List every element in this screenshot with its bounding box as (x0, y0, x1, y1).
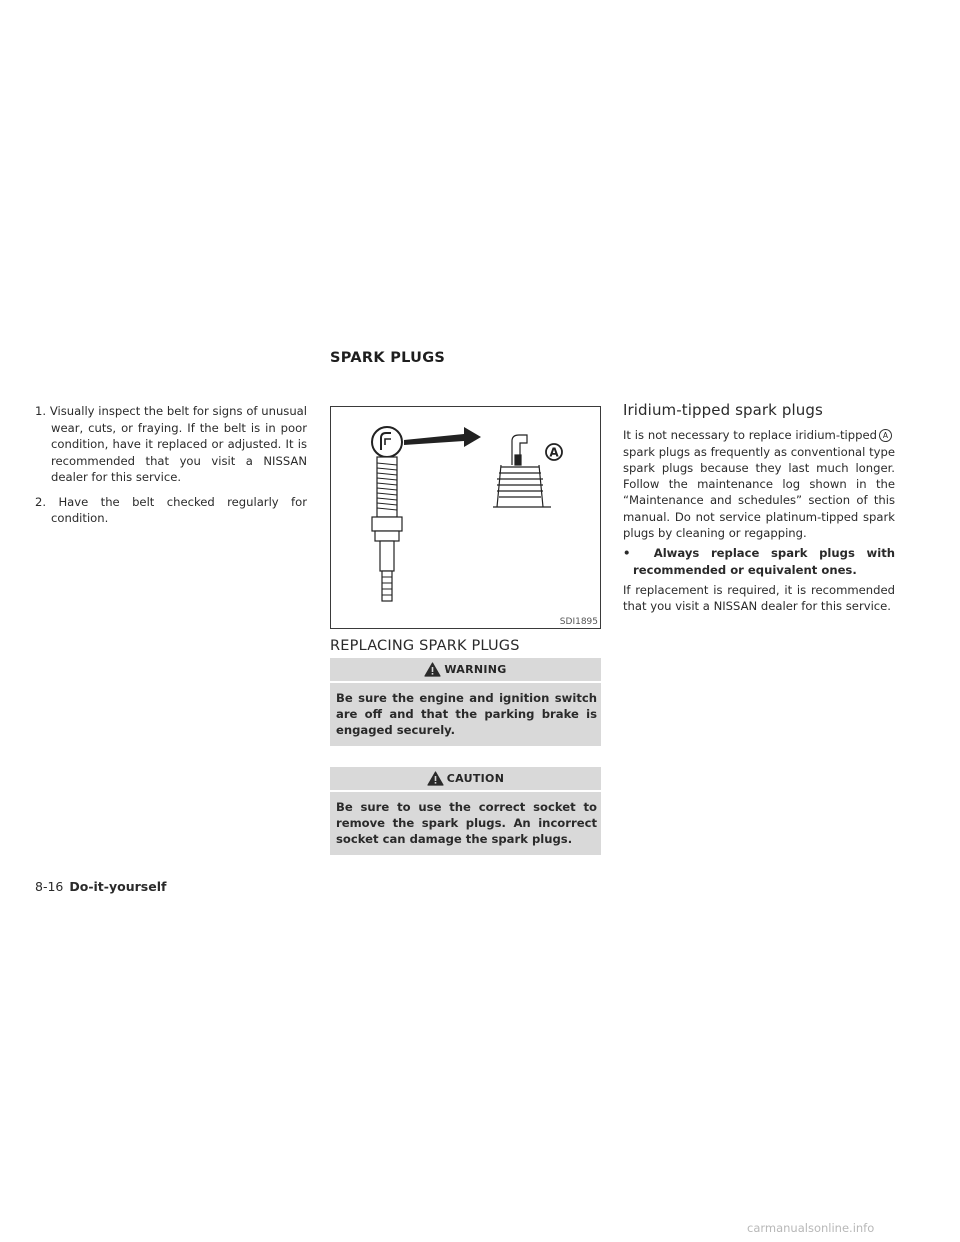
replacing-heading: REPLACING SPARK PLUGS (330, 638, 520, 654)
figure-code: SDI1895 (559, 617, 598, 627)
marker-a-icon: A (879, 429, 892, 442)
warning-header (330, 658, 601, 681)
caution-triangle-icon (427, 771, 444, 786)
left-column (35, 403, 307, 535)
page-footer (35, 879, 166, 894)
caution-box (330, 767, 601, 855)
inspection-list (35, 403, 307, 527)
right-column (623, 402, 895, 619)
replacement-paragraph: If replacement is required, it is recommended that you visit a NISSAN dealer for this service. (623, 582, 895, 614)
watermark: carmanualsonline.info (747, 1221, 875, 1235)
page-number: 8-16 (35, 879, 64, 894)
section-title: SPARK PLUGS (330, 350, 446, 366)
bullet-item: • Always replace spark plugs with recommended or equivalent ones. (623, 546, 895, 577)
caution-title: CAUTION (446, 772, 505, 785)
spark-plug-figure (330, 406, 601, 629)
warning-triangle-icon (424, 662, 441, 677)
iridium-paragraph: It is not necessary to replace iridium-tipped Aspark plugs as frequently as conventional type spark plugs because they last much longer. Follow the maintenance log shown in the “Maintenance and schedules” section of this manual. Do not service platinum-tipped spark plugs by cleaning or regapping. (623, 428, 895, 541)
iridium-heading: Iridium-tipped spark plugs (623, 401, 823, 419)
warning-title: WARNING (444, 663, 507, 676)
warning-text: Be sure the engine and ignition switch are off and that the parking brake is engaged securely. (330, 681, 601, 746)
figure-label-a: A (549, 445, 559, 460)
footer-section: Do-it-yourself (69, 879, 167, 894)
middle-column (330, 406, 601, 855)
list-item: 2. Have the belt checked regularly for condition. (35, 494, 307, 525)
caution-text: Be sure to use the correct socket to remove the spark plugs. An incorrect socket can damage the spark plugs. (330, 790, 601, 855)
caution-header (330, 767, 601, 790)
warning-box (330, 658, 601, 746)
list-item: 1. Visually inspect the belt for signs of unusual wear, cuts, or fraying. If the belt is in poor condition, have it replaced or adjusted. It is recommended that you visit a NISSAN dealer for this service. (35, 404, 308, 484)
spark-plug-illustration (331, 407, 600, 628)
